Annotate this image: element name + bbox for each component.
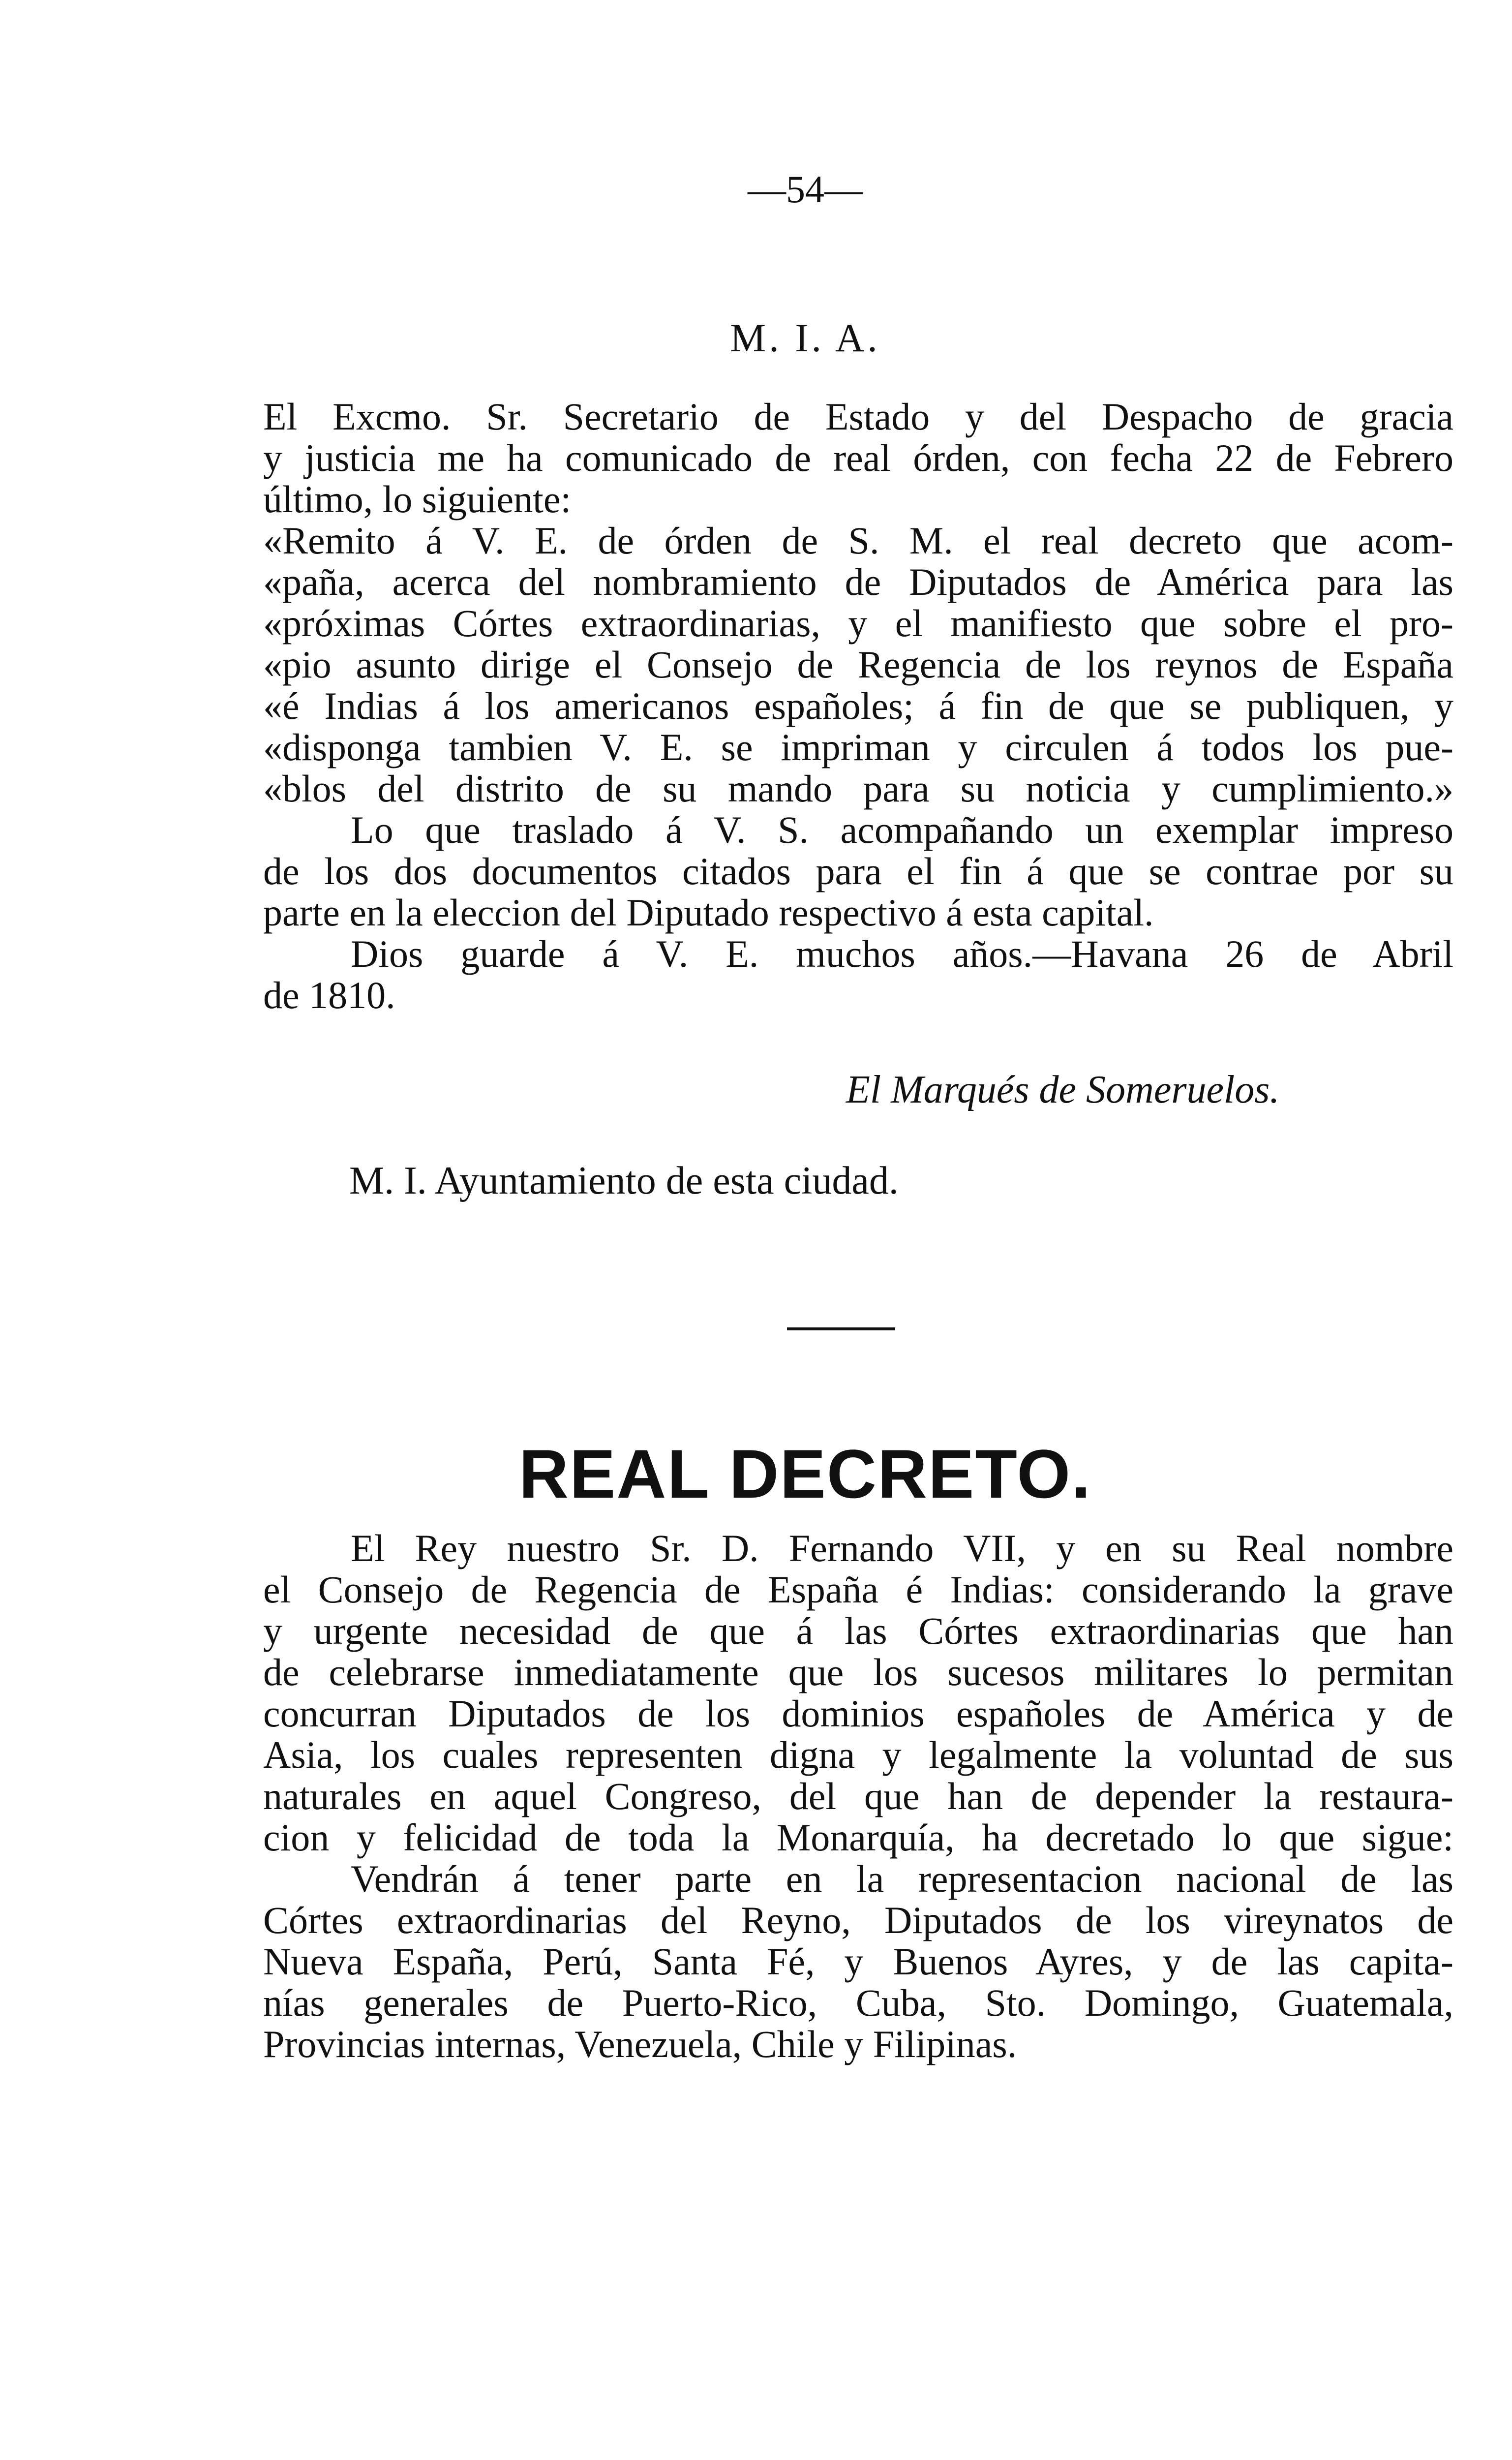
decree-line: Asia, los cuales representen digna y legalmente la voluntad de sus	[263, 1733, 1453, 1776]
letter-line: «pio asunto dirige el Consejo de Regencia de los reynos de España	[263, 643, 1453, 686]
letter-line: y justicia me ha comunicado de real órden, con fecha 22 de Febrero	[263, 436, 1453, 479]
decree-line: de celebrarse inmediatamente que los sucesos militares lo permitan	[263, 1651, 1453, 1693]
decree-title: REAL DECRETO.	[518, 1435, 1092, 1512]
letter-heading: M. I. A.	[730, 315, 880, 360]
letter-line: último, lo siguiente:	[263, 478, 572, 521]
letter-line: Dios guarde á V. E. muchos años.—Havana 26 de Abril	[351, 932, 1453, 975]
decree-line: naturales en aquel Congreso, del que han de depender la restaura-	[263, 1775, 1453, 1817]
letter-line: «disponga tambien V. E. se impriman y circulen á todos los pue-	[263, 726, 1453, 769]
letter-line: «paña, acerca del nombramiento de Diputados de América para las	[263, 560, 1453, 603]
letter-line: Lo que traslado á V. S. acompañando un exemplar impreso	[351, 808, 1453, 851]
letter-line: «Remito á V. E. de órden de S. M. el real decreto que acom-	[263, 519, 1453, 562]
decree-line: nías generales de Puerto-Rico, Cuba, Sto. Domingo, Guatemala,	[263, 1981, 1453, 2024]
decree-line: Córtes extraordinarias del Reyno, Diputados de los vireynatos de	[263, 1899, 1453, 1941]
decree-line: el Consejo de Regencia de España é Indias: considerando la grave	[263, 1568, 1453, 1611]
letter-line: de 1810.	[263, 974, 395, 1016]
letter-line: «é Indias á los americanos españoles; á fin de que se publiquen, y	[263, 684, 1453, 727]
letter-line: parte en la eleccion del Diputado respectivo á esta capital.	[263, 891, 1154, 934]
signature: El Marqués de Someruelos.	[846, 1068, 1280, 1111]
decree-line: cion y felicidad de toda la Monarquía, ha decretado lo que sigue:	[263, 1816, 1453, 1859]
decree-line: Nueva España, Perú, Santa Fé, y Buenos Ayres, y de las capita-	[263, 1940, 1453, 1983]
section-divider	[787, 1327, 895, 1330]
letter-line: El Excmo. Sr. Secretario de Estado y del Despacho de gracia	[263, 395, 1453, 438]
addressee: M. I. Ayuntamiento de esta ciudad.	[349, 1159, 899, 1202]
page-number: —54—	[748, 168, 863, 211]
decree-line: y urgente necesidad de que á las Córtes extraordinarias que han	[263, 1609, 1453, 1652]
decree-line: Vendrán á tener parte en la representacion nacional de las	[351, 1857, 1453, 1900]
letter-line: de los dos documentos citados para el fin á que se contrae por su	[263, 850, 1453, 892]
decree-line: Provincias internas, Venezuela, Chile y Filipinas.	[263, 2023, 1017, 2065]
letter-line: «próximas Córtes extraordinarias, y el manifiesto que sobre el pro-	[263, 602, 1453, 645]
letter-line: «blos del distrito de su mando para su noticia y cumplimiento.»	[263, 767, 1453, 810]
decree-line: El Rey nuestro Sr. D. Fernando VII, y en su Real nombre	[351, 1527, 1453, 1569]
decree-line: concurran Diputados de los dominios españoles de América y de	[263, 1692, 1453, 1735]
